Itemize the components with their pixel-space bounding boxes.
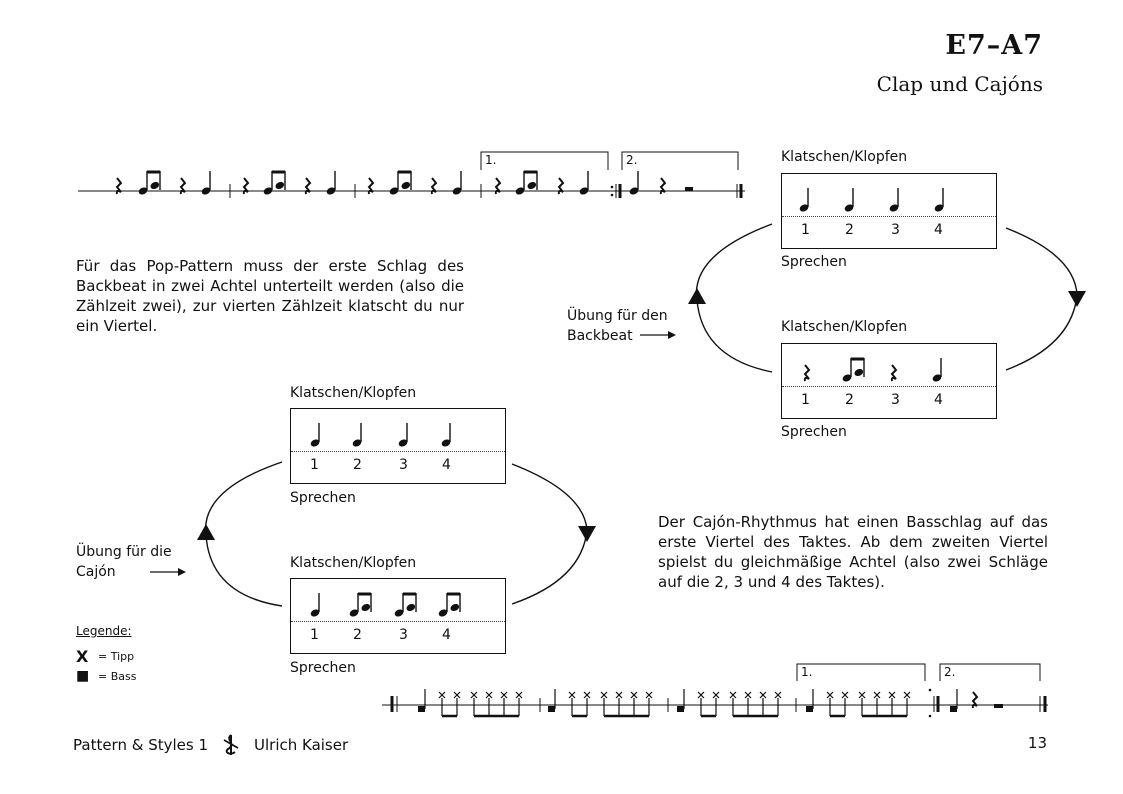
page-title: Clap und Cajóns [876,72,1043,96]
cajon-box-eighths [290,578,506,654]
chapter-code: E7–A7 [945,30,1043,61]
quarter-notes [291,409,505,451]
x-mark-icon: X [76,647,89,666]
box-label-clap: Klatschen/Klopfen [290,555,417,571]
count-3: 3 [891,222,900,238]
box-label-clap: Klatschen/Klopfen [781,319,908,335]
count-2: 2 [353,457,362,473]
backbeat-box-pattern [781,343,997,419]
pop-clap-staff [78,152,745,198]
volta-first-label: 1. [801,665,813,679]
count-1: 1 [310,457,319,473]
box-label-clap: Klatschen/Klopfen [290,385,417,401]
count-3: 3 [891,392,900,408]
book-title: Pattern & Styles 1 [73,736,208,754]
volta-second-label: 2. [944,665,956,679]
arrow-right-icon [178,568,186,576]
count-1: 1 [801,222,810,238]
count-1: 1 [801,392,810,408]
volta-second-label: 2. [626,153,638,167]
count-3: 3 [399,627,408,643]
count-1: 1 [310,627,319,643]
cajon-notes [291,579,505,621]
arrow-down-icon [578,526,596,542]
legend-title: Legende: [76,624,132,638]
author-name: Ulrich Kaiser [254,736,349,754]
count-3: 3 [399,457,408,473]
cajon-exercise-label: Übung für die Cajón [76,544,172,580]
box-label-speak: Sprechen [290,660,356,676]
cajon-box-quarters [290,408,506,484]
arrow-down-icon [1068,291,1086,307]
box-label-speak: Sprechen [290,490,356,506]
backbeat-exercise-label: Übung für den Backbeat [567,308,668,344]
backbeat-box-quarters [781,173,997,249]
count-4: 4 [442,457,451,473]
footer [73,734,348,756]
arrow-up-icon [688,288,706,304]
box-label-speak: Sprechen [781,254,847,270]
box-label-clap: Klatschen/Klopfen [781,149,908,165]
page-number: 13 [1027,734,1047,752]
legend-item-bass: ■ = Bass [76,668,137,684]
cajon-rhythm-text: Der Cajón-Rhythmus hat einen Basschlag auf das erste Viertel des Taktes. Ab dem zweiten Viertel spielst du gleichmäßige Achtel (also zwei Schläge auf die 2, 3 und 4 des Taktes). [658,513,1048,591]
arrow-up-icon [197,524,215,540]
count-2: 2 [845,392,854,408]
pop-pattern-text: Für das Pop-Pattern muss der erste Schlag des Backbeat in zwei Achtel unterteilt werden (also die Zählzeit zwei), zur vierten Zählzeit klatscht du nur ein Viertel. [76,257,464,335]
count-4: 4 [934,392,943,408]
volta-first-label: 1. [485,153,497,167]
count-2: 2 [353,627,362,643]
count-4: 4 [934,222,943,238]
arrow-right-icon [668,331,676,339]
quarter-notes [782,174,996,216]
count-2: 2 [845,222,854,238]
legend-item-tipp: X = Tipp [76,647,135,666]
backbeat-notes [782,344,996,386]
square-mark-icon: ■ [76,668,90,684]
box-label-speak: Sprechen [781,424,847,440]
treble-clef-logo-icon [222,734,240,756]
count-4: 4 [442,627,451,643]
